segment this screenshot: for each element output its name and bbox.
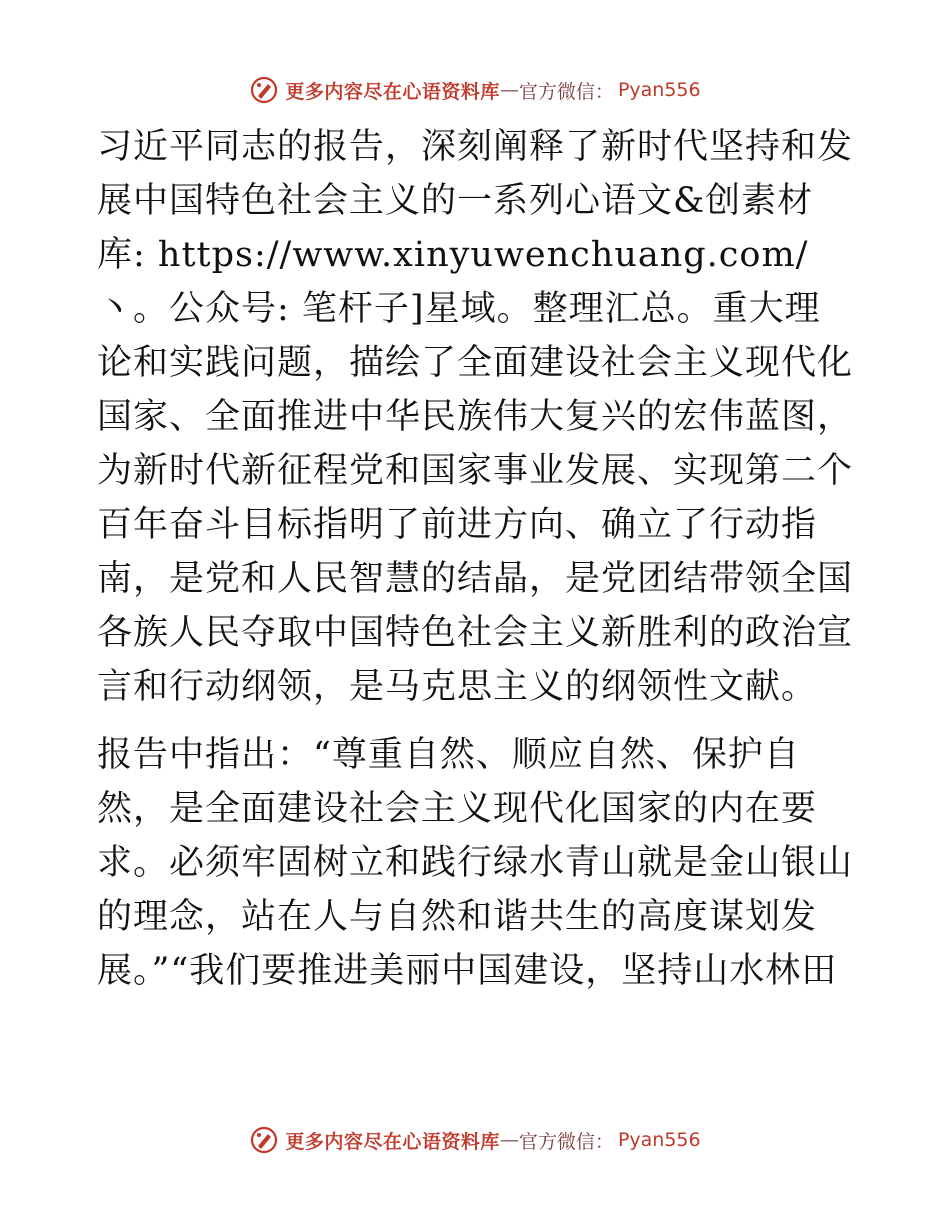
banner-separator: —: [499, 1129, 519, 1151]
banner-main-text: 更多内容尽在心语资料库: [285, 80, 500, 103]
footer-banner: [0, 1120, 950, 1160]
banner-wechat-id: Pyan556: [617, 79, 701, 101]
banner-wechat-label: 官方微信：: [518, 1130, 614, 1153]
header-banner: [0, 70, 950, 110]
pen-logo-icon: [249, 75, 279, 105]
banner-wechat-label: 官方微信：: [518, 80, 614, 103]
document-body: [97, 120, 853, 998]
banner-separator: —: [499, 79, 519, 101]
paragraph-2: 报告中指出：“尊重自然、顺应自然、保护自然，是全面建设社会主义现代化国家的内在要求。必须牢固树立和践行绿水青山就是金山银山的理念，站在人与自然和谐共生的高度谋划发展。”“我们要推进美丽中国建设，坚持山水林田: [97, 735, 854, 991]
banner-wechat-id: Pyan556: [617, 1129, 701, 1151]
pen-logo-icon: [249, 1125, 279, 1155]
banner-main-text: 更多内容尽在心语资料库: [285, 1130, 500, 1153]
paragraph-1: 习近平同志的报告，深刻阐释了新时代坚持和发展中国特色社会主义的一系列心语文&创素材库: https://www.xinyuwenchuang.com/丶。公众号: 笔杆子]星域。整理汇总。重大理论和实践问题，描绘了全面建设社会主义现代化国家、全面推进中华民族伟大复兴的宏伟蓝图，为新时代新征程党和国家事业发展、实现第二个百年奋斗目标指明了前进方向、确立了行动指南，是党和人民智慧的结晶，是党团结带领全国各族人民夺取中国特色社会主义新胜利的政治宣言和行动纲领，是马克思主义的纲领性文献。: [97, 127, 854, 707]
